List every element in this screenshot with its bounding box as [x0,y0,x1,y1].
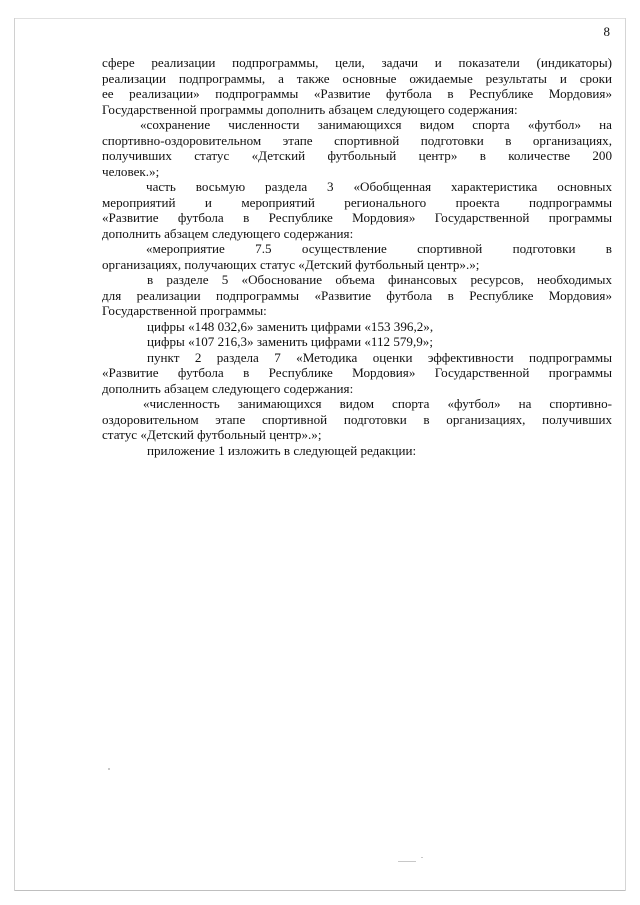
text-line: сфере реализации подпрограммы, цели, задачи и показатели (индикаторы) [102,55,612,70]
text-line: цифры «148 032,6» заменить цифрами «153 396,2», [147,318,434,334]
scan-speck [108,768,110,770]
text-line: Государственной программы дополнить абзацем следующего содержания: [102,101,518,117]
text-line: Государственной программы: [102,303,267,318]
text-line: «Развитие футбола в Республике Мордовия» Государственной программы [102,365,612,380]
document-body [102,55,612,458]
text-line: дополнить абзацем следующего содержания: [102,225,354,241]
paragraph-quote-preservation [102,117,612,179]
text-line: приложение 1 изложить в следующей редакции: [147,442,417,458]
text-line: пункт 2 раздела 7 «Методика оценки эффективности подпрограммы [147,349,612,365]
text-line: спортивно-оздоровительном этапе спортивной подготовки в организациях, [102,132,612,148]
text-line: ее реализации» подпрограммы «Развитие футбола в Республике Мордовия» [102,86,612,101]
scan-speck [421,857,423,858]
text-line: для реализации подпрограммы «Развитие футбола в Республике Мордовия» [102,287,612,303]
text-line: человек.»; [102,163,160,179]
text-line: реализации подпрограммы, а также основные ожидаемые результаты и сроки [102,70,612,86]
text-line: оздоровительном этапе спортивной подготовки в организациях, получивших [102,411,612,427]
text-line: «сохранение численности занимающихся видом спорта «футбол» на [140,117,612,132]
scan-dash [398,861,416,862]
paragraph-appendix [102,443,612,459]
text-line: цифры «107 216,3» заменить цифрами «112 579,9»; [147,334,433,349]
text-line: дополнить абзацем следующего содержания: [102,380,354,396]
text-line: часть восьмую раздела 3 «Обобщенная характеристика основных [146,179,612,194]
text-line: мероприятий и мероприятий регионального проекта подпрограммы [102,194,612,210]
page-bottom-edge [15,890,625,891]
text-line: организациях, получающих статус «Детский футбольный центр».»; [102,256,480,272]
paragraph-section-3 [102,179,612,241]
paragraph-section-7 [102,350,612,397]
paragraph-section-5 [102,272,612,319]
paragraph-quote-number [102,396,612,443]
paragraph-quote-measure [102,241,612,272]
text-line: получивших статус «Детский футбольный центр» в количестве 200 [102,148,612,163]
text-line: «численность занимающихся видом спорта «футбол» на спортивно- [143,396,612,411]
text-line: статус «Детский футбольный центр».»; [102,427,322,442]
text-line: в разделе 5 «Обоснование объема финансовых ресурсов, необходимых [147,272,612,287]
page-left-edge [14,18,15,891]
paragraph-section-goals [102,55,612,117]
text-line: «мероприятие 7.5 осуществление спортивной подготовки в [146,241,612,256]
paragraph-figures-1 [102,319,612,335]
page-right-edge [625,18,626,891]
paragraph-figures-2 [102,334,612,350]
page-number: 8 [603,24,610,39]
page-top-edge [15,18,625,19]
text-line: «Развитие футбола в Республике Мордовия» Государственной программы [102,210,612,225]
